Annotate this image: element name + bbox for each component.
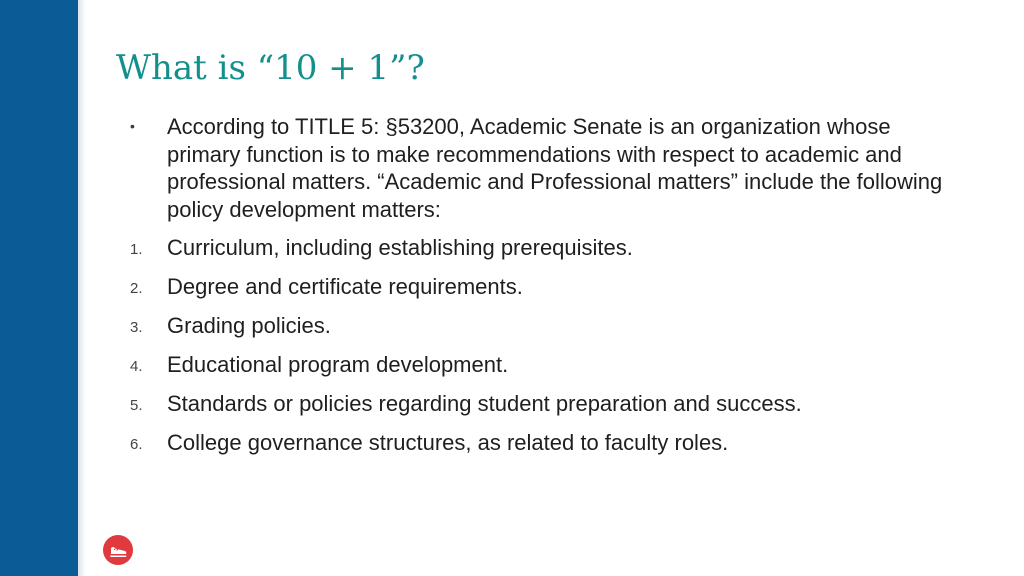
list-item xyxy=(130,429,960,468)
list-item xyxy=(130,273,960,312)
bullet-marker: • xyxy=(130,118,135,134)
list-text: Grading policies. xyxy=(167,313,331,338)
list-text: College governance structures, as related to faculty roles. xyxy=(167,430,729,455)
shoe-logo-icon xyxy=(103,535,133,565)
left-accent-bar xyxy=(0,0,78,576)
list-number: 3. xyxy=(130,319,143,336)
list-text: Curriculum, including establishing prerequisites. xyxy=(167,235,633,260)
list-text: Degree and certificate requirements. xyxy=(167,274,523,299)
list-number: 5. xyxy=(130,397,143,414)
list-text: Educational program development. xyxy=(167,352,509,377)
shoe-logo-icon-svg xyxy=(103,535,133,565)
list-item xyxy=(130,390,960,429)
list-number: 6. xyxy=(130,436,143,453)
slide-content xyxy=(130,113,960,468)
list-number: 4. xyxy=(130,358,143,375)
list-text: Standards or policies regarding student preparation and success. xyxy=(167,391,802,416)
list-item xyxy=(130,312,960,351)
intro-paragraph xyxy=(130,113,960,223)
accent-bar-shadow xyxy=(78,0,86,576)
slide-title: What is “10 + 1”? xyxy=(116,48,425,88)
list-number: 2. xyxy=(130,280,143,297)
list-item xyxy=(130,234,960,273)
list-number: 1. xyxy=(130,241,143,258)
intro-text: According to TITLE 5: §53200, Academic Senate is an organization whose primary function is to make recommendations with respect to academic and professional matters. “Academic and Professional matters” include the following policy development matters: xyxy=(167,114,943,222)
list-item xyxy=(130,351,960,390)
